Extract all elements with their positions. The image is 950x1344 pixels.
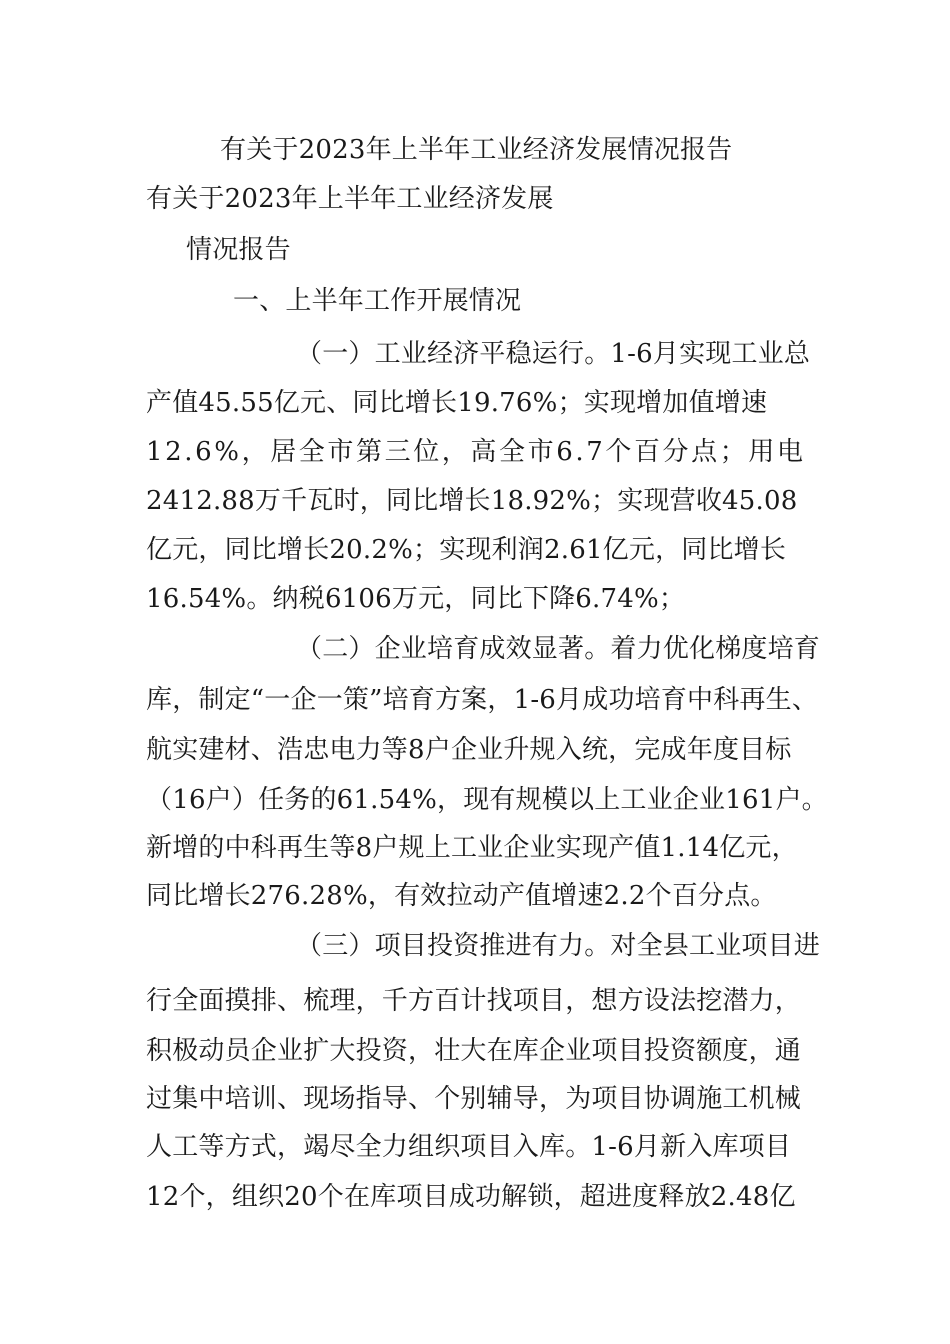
paragraph-2-line: 航实建材、浩忠电力等8户企业升规入统，完成年度目标 (146, 735, 792, 765)
paragraph-1-line: 2412.88万千瓦时，同比增长18.92%；实现营收45.08 (146, 486, 798, 516)
paragraph-1-line: 16.54%。纳税6106万元，同比下降6.74%； (146, 584, 686, 614)
paragraph-1-line: 产值45.55亿元、同比增长19.76%；实现增加值增速 (146, 388, 768, 418)
document-title-top: 有关于2023年上半年工业经济发展情况报告 (220, 135, 733, 165)
paragraph-2-line: （16户）任务的61.54%，现有规模以上工业企业161户。 (146, 785, 828, 815)
paragraph-3-line: 过集中培训、现场指导、个别辅导，为项目协调施工机械 (146, 1084, 802, 1114)
document-title-line-2: 情况报告 (186, 235, 291, 265)
paragraph-2-line: （二）企业培育成效显著。着力优化梯度培育 (296, 634, 821, 664)
paragraph-1-line: 亿元，同比增长20.2%；实现利润2.61亿元，同比增长 (146, 535, 787, 565)
paragraph-3-line: 12个，组织20个在库项目成功解锁，超进度释放2.48亿 (146, 1182, 796, 1212)
paragraph-3-line: （三）项目投资推进有力。对全县工业项目进 (296, 931, 821, 961)
document-title-line-1: 有关于2023年上半年工业经济发展 (146, 184, 554, 214)
paragraph-3-line: 积极动员企业扩大投资，壮大在库企业项目投资额度，通 (146, 1036, 802, 1066)
paragraph-2-line: 同比增长276.28%，有效拉动产值增速2.2个百分点。 (146, 881, 777, 911)
paragraph-3-line: 行全面摸排、梳理，千方百计找项目，想方设法挖潜力， (146, 986, 802, 1016)
paragraph-1-line: （一）工业经济平稳运行。1-6月实现工业总 (296, 339, 811, 369)
paragraph-2-line: 新增的中科再生等8户规上工业企业实现产值1.14亿元， (146, 833, 798, 863)
paragraph-3-line: 人工等方式，竭尽全力组织项目入库。1-6月新入库项目 (146, 1132, 792, 1162)
paragraph-2-line: 库，制定“一企一策”培育方案，1-6月成功培育中科再生、 (146, 685, 819, 715)
paragraph-1-line: 12.6%，居全市第三位，高全市6.7个百分点；用电 (146, 437, 806, 467)
section-heading: 一、上半年工作开展情况 (233, 286, 522, 316)
